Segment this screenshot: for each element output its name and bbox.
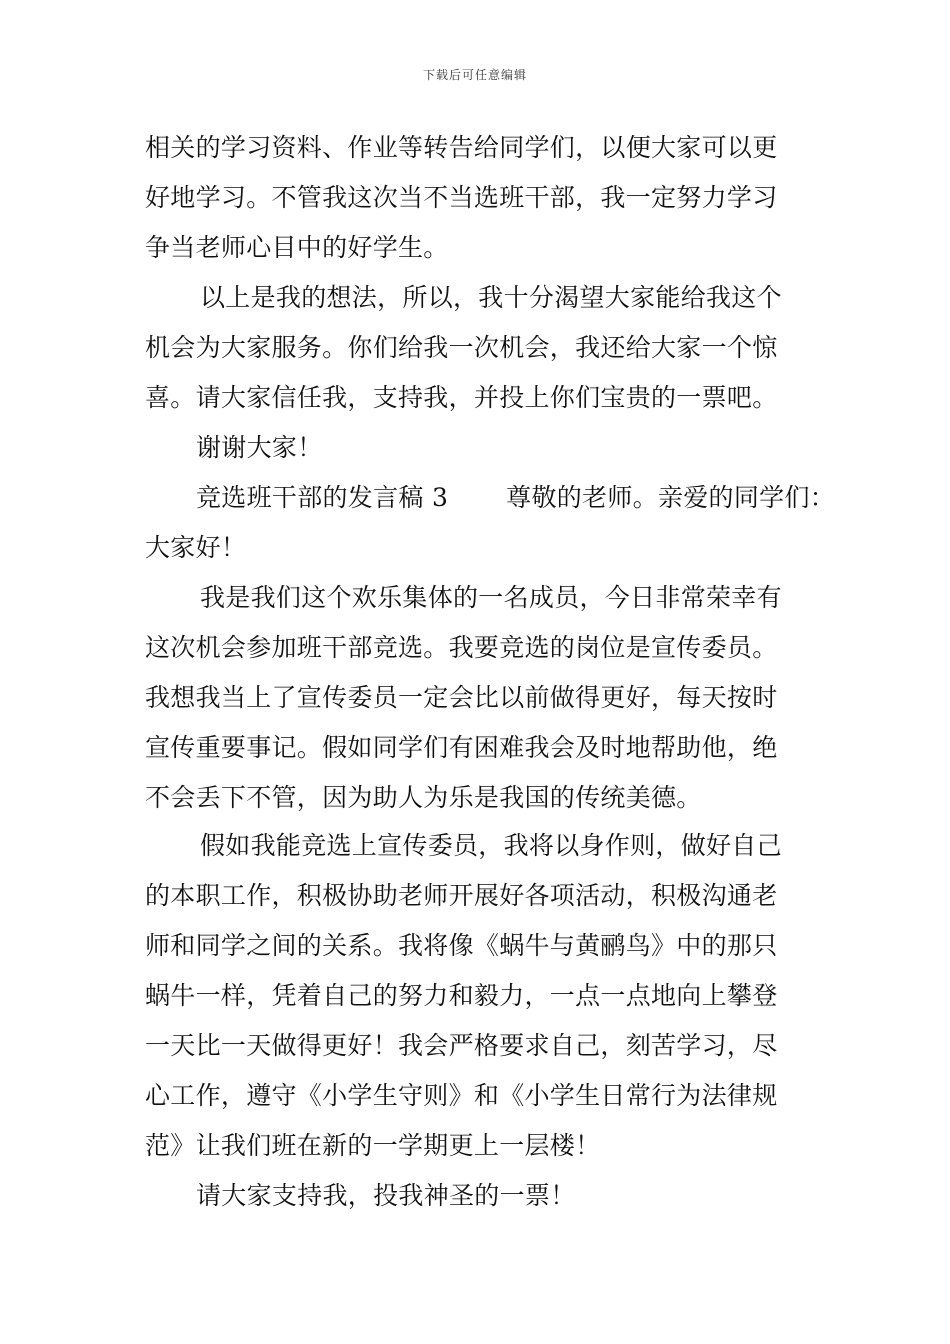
salutation: 尊敬的老师。亲爱的同学们： (506, 483, 836, 512)
paragraph-line: 范》让我们班在新的一学期更上一层楼！ (145, 1131, 601, 1160)
paragraph-line: 喜。请大家信任我，支持我，并投上你们宝贵的一票吧。 (145, 383, 778, 412)
paragraph-line: 师和同学之间的关系。我将像《蜗牛与黄鹂鸟》中的那只 (145, 931, 778, 960)
paragraph-line: 心工作，遵守《小学生守则》和《小学生日常行为法律规 (145, 1081, 778, 1110)
paragraph-line: 我是我们这个欢乐集体的一名成员，今日非常荣幸有 (200, 583, 782, 612)
paragraph-line: 宣传重要事记。假如同学们有困难我会及时地帮助他，绝 (145, 733, 778, 762)
paragraph-line: 相关的学习资料、作业等转告给同学们，以便大家可以更 (145, 133, 778, 162)
paragraph-line: 争当老师心目中的好学生。 (145, 233, 449, 262)
paragraph-line: 假如我能竞选上宣传委员，我将以身作则，做好自己 (200, 831, 782, 860)
speech-title: 竞选班干部的发言稿 3 (196, 483, 449, 512)
paragraph-line: 不会丢下不管，因为助人为乐是我国的传统美德。 (145, 783, 702, 812)
page-header: 下载后可任意编辑 (422, 68, 527, 82)
paragraph-line: 请大家支持我，投我神圣的一票！ (196, 1181, 576, 1210)
paragraph-line: 以上是我的想法，所以，我十分渴望大家能给我这个 (200, 283, 782, 312)
paragraph-line: 这次机会参加班干部竞选。我要竞选的岗位是宣传委员。 (145, 633, 778, 662)
paragraph-line: 我想我当上了宣传委员一定会比以前做得更好，每天按时 (145, 683, 778, 712)
paragraph-line: 一天比一天做得更好！我会严格要求自己，刻苦学习，尽 (145, 1031, 778, 1060)
paragraph-line: 机会为大家服务。你们给我一次机会，我还给大家一个惊 (145, 333, 778, 362)
paragraph-line: 好地学习。不管我这次当不当选班干部，我一定努力学习 (145, 183, 778, 212)
speech-title-line (196, 483, 835, 513)
paragraph-line: 谢谢大家！ (196, 433, 323, 462)
greeting-line: 大家好！ (145, 533, 247, 562)
paragraph-line: 蜗牛一样，凭着自己的努力和毅力，一点一点地向上攀登 (145, 981, 778, 1010)
paragraph-line: 的本职工作，积极协助老师开展好各项活动，积极沟通老 (145, 881, 778, 910)
